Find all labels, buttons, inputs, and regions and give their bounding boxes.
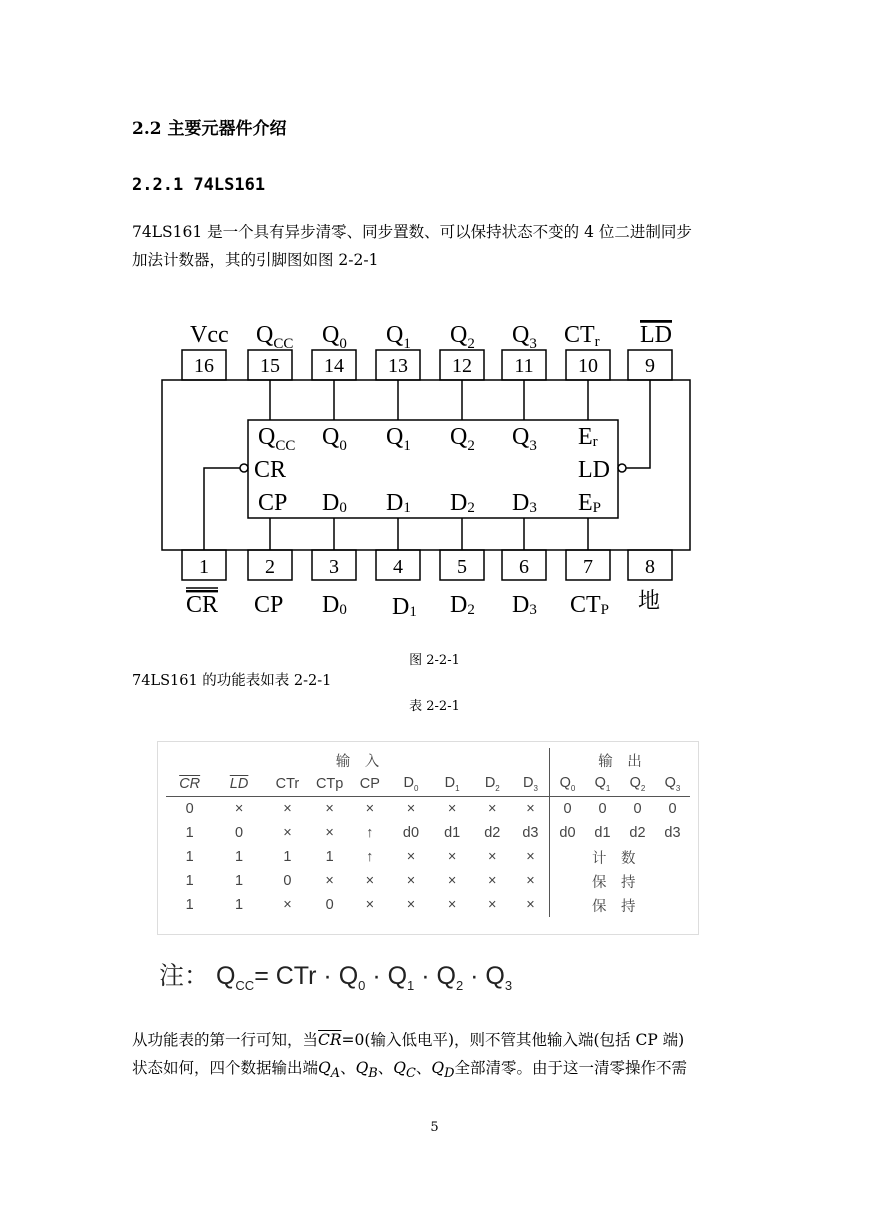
table-caption: 表 2-2-1 (409, 699, 460, 714)
header-cr: $\overline{CR}$ (179, 776, 201, 792)
header-d0: $D_0$ (390, 772, 431, 797)
table-row: 1 1 1 1 ↑ × × × × 计 数 (166, 845, 690, 869)
header-d3: $D_3$ (512, 772, 550, 797)
pin-number-12: 12 (452, 355, 472, 377)
inner-label-d3: D3 (512, 490, 537, 516)
pin-number-9: 9 (645, 355, 655, 377)
table-row: 0 × × × × × × × × 0 0 0 0 (166, 797, 690, 822)
pin-label-ctp: CTP (570, 592, 610, 618)
pin-number-6: 6 (519, 556, 529, 578)
pin-number-5: 5 (457, 556, 467, 578)
pin-number-7: 7 (583, 556, 593, 578)
inner-label-q0: $Q_0$ (322, 424, 347, 454)
pin-label-q3: $Q_3$ (512, 322, 537, 352)
pin-number-16: 16 (194, 355, 214, 377)
header-q0: $Q_0$ (550, 772, 586, 797)
body-line-2: 状态如何，四个数据输出端$Q_A$、$Q_B$、$Q_C$、$Q_D$全部清零。由于这一清零操作不需 (132, 1059, 688, 1082)
pin-label-ld: LD (640, 322, 672, 348)
pin-label-cr: CR (186, 592, 219, 618)
header-q2: $Q_2$ (620, 772, 655, 797)
pin-label-d0: D0 (322, 592, 347, 618)
pin-label-ground: 地 (638, 588, 661, 613)
page-number: 5 (430, 1120, 439, 1135)
pin-number-14: 14 (324, 355, 344, 377)
pin-label-q0: $Q_0$ (322, 322, 347, 352)
table-row: 1 1 0 × × × × × × 保 持 (166, 869, 690, 893)
note-prefix: 注： (159, 962, 210, 990)
inner-label-ep: EP (578, 490, 602, 516)
intro-paragraph (132, 218, 752, 274)
pin-label-d3: D3 (512, 592, 537, 618)
figure-caption: 图 2-2-1 (409, 653, 460, 668)
inner-label-q3: $Q_3$ (512, 424, 537, 454)
output-group-header: 输 出 (550, 748, 691, 772)
header-ctr: CTr (265, 772, 310, 797)
pin-label-d2: D2 (450, 592, 475, 618)
note-formula-text: $Q_{CC}=$ CTr · $Q_0 \cdot Q_1 \cdot Q_2 \cdot Q_3$ (215, 962, 513, 993)
pin-label-q2: $Q_2$ (450, 322, 475, 352)
intro-line-2: 加法计数器，其的引脚图如图 2-2-1 (132, 251, 379, 269)
intro-line-1: 74LS161 是一个具有异步清零、同步置数、可以保持状态不变的 4 位二进制同步 (132, 223, 692, 241)
pin-number-8: 8 (645, 556, 655, 578)
body-paragraph (132, 1026, 752, 1088)
pin-number-15: 15 (260, 355, 280, 377)
note-formula (159, 956, 512, 993)
inner-label-d0: D0 (322, 490, 347, 516)
pin-number-11: 11 (514, 355, 534, 377)
input-group-header: 输 入 (335, 753, 380, 770)
header-d2: $D_2$ (473, 772, 512, 797)
inner-label-d2: D2 (450, 490, 475, 516)
inner-label-ld: LD (578, 457, 610, 483)
pin-label-vcc: Vcc (190, 322, 229, 348)
inner-label-cp: CP (258, 490, 288, 516)
inner-label-d1: D1 (386, 490, 411, 516)
section-title: 2.2 主要元器件介绍 (132, 119, 287, 139)
pin-number-4: 4 (393, 556, 403, 578)
pin-label-d1: D1 (392, 594, 417, 620)
pin-number-2: 2 (265, 556, 275, 578)
pin-number-13: 13 (388, 355, 408, 377)
pin-number-1: 1 (199, 556, 209, 578)
pin-label-ctr: CTr (564, 322, 600, 350)
inner-label-cr: CR (254, 457, 287, 483)
function-table (157, 741, 699, 935)
pin-number-3: 3 (329, 556, 339, 578)
header-q3: $Q_3$ (655, 772, 690, 797)
table-intro: 74LS161 的功能表如表 2-2-1 (132, 673, 332, 689)
inner-label-qcc: $Q_{CC}$ (258, 424, 296, 454)
inner-label-q2: $Q_2$ (450, 424, 475, 454)
pin-label-cp: CP (254, 592, 284, 618)
table-row: 1 1 × 0 × × × × × 保 持 (166, 893, 690, 917)
header-ld: $\overline{LD}$ (229, 776, 249, 792)
pin-diagram (150, 310, 710, 620)
header-cp: CP (349, 772, 390, 797)
pin-number-10: 10 (578, 355, 598, 377)
header-q1: $Q_1$ (585, 772, 620, 797)
pin-label-q1: $Q_1$ (386, 322, 411, 352)
inner-block (248, 420, 618, 518)
inner-label-er: Er (578, 424, 598, 450)
table-row: 1 0 × × ↑ d0 d1 d2 d3 d0 d1 d2 d3 (166, 821, 690, 845)
header-d1: $D_1$ (432, 772, 473, 797)
body-line-1: 从功能表的第一行可知，当$\overline{CR}=0$(输入低电平)，则不管其他输入端(包括 CP 端) (132, 1031, 685, 1049)
subsection-title: 2.2.1 74LS161 (132, 175, 266, 195)
inner-label-q1: $Q_1$ (386, 424, 411, 454)
header-ctp: CTp (310, 772, 349, 797)
pin-label-qcc: $Q_{CC}$ (256, 322, 294, 352)
